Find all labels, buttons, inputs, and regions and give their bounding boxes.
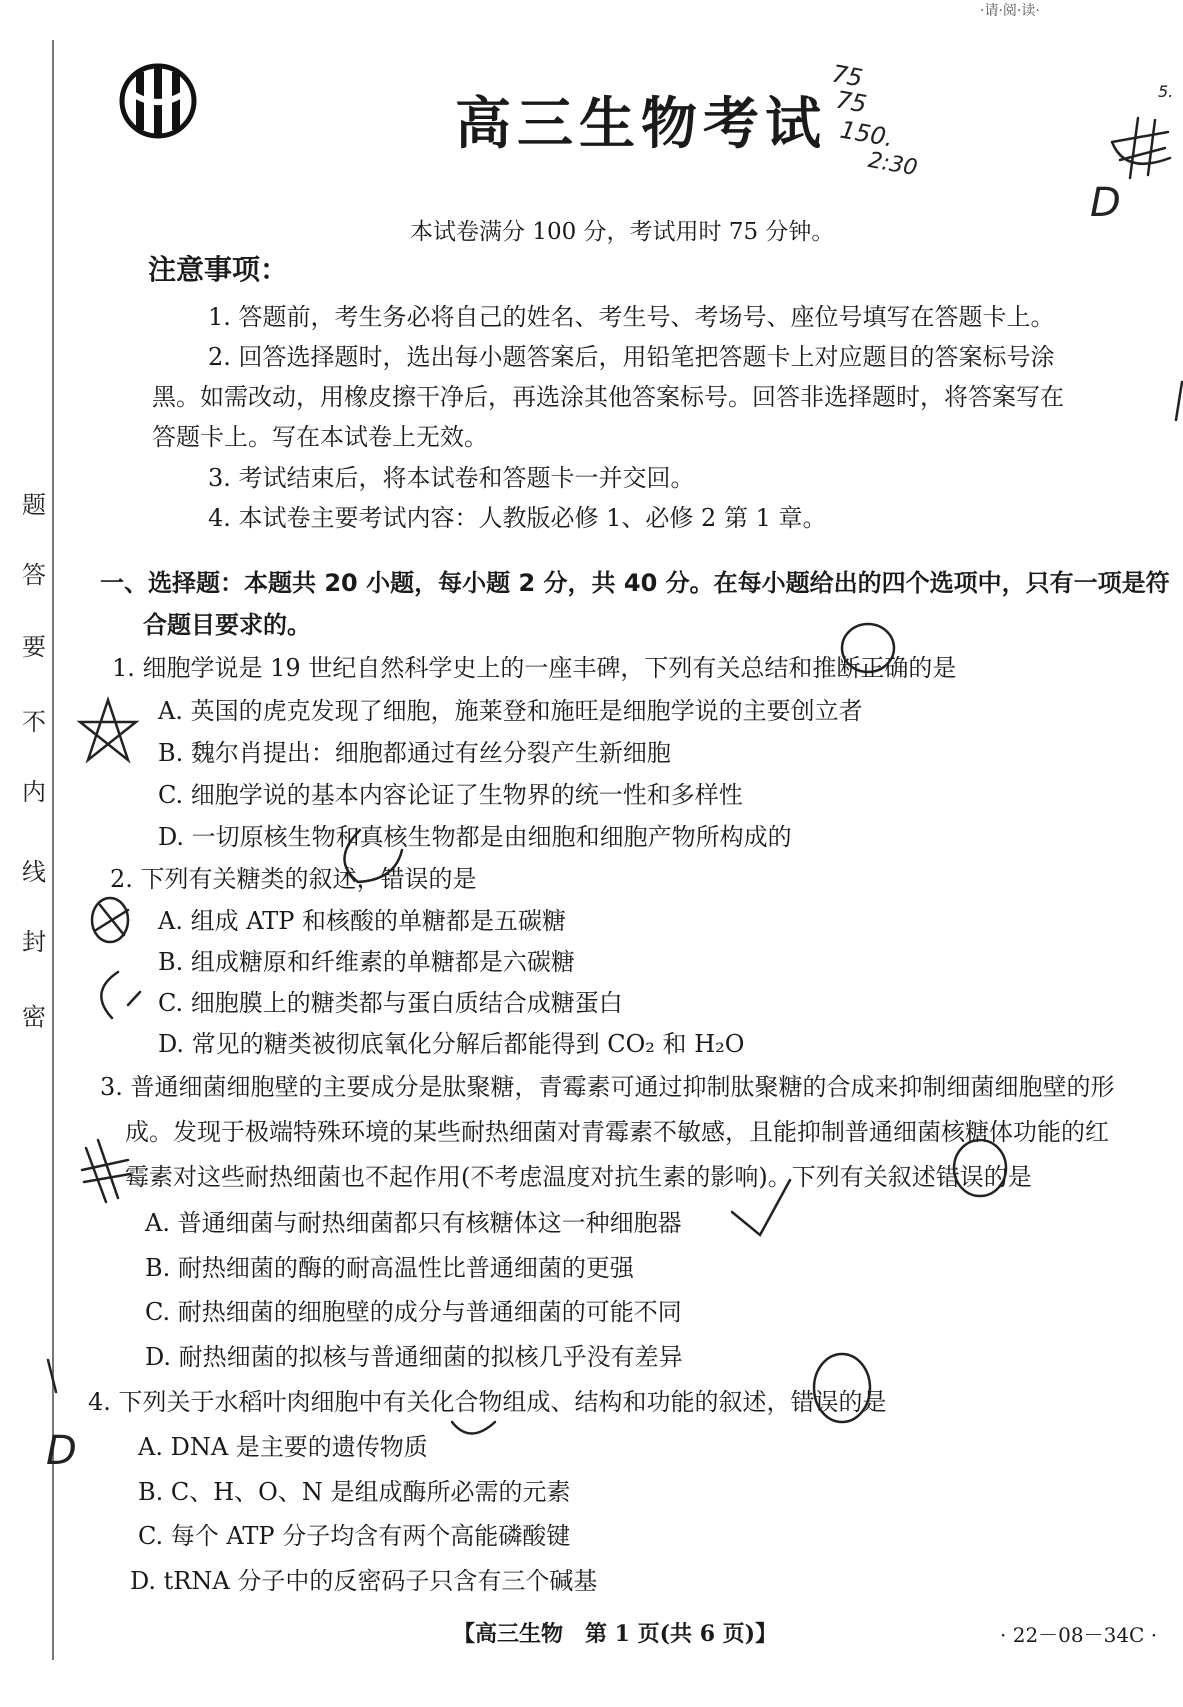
star-mark xyxy=(80,700,136,760)
c-mark xyxy=(101,972,118,1018)
exam-info: 本试卷满分 100 分，考试用时 75 分钟。 xyxy=(410,219,835,245)
question-stem: 1. 细胞学说是 19 世纪自然科学史上的一座丰碑，下列有关总结和推断正确的是 xyxy=(112,654,957,682)
option: C. 细胞学说的基本内容论证了生物界的统一性和多样性 xyxy=(158,781,743,809)
scribble-mark xyxy=(1112,118,1170,178)
question-stem: 2. 下列有关糖类的叙述，错误的是 xyxy=(110,865,477,893)
option: C. 每个 ATP 分子均含有两个高能磷酸键 xyxy=(138,1522,571,1550)
binding-char: 答 xyxy=(22,561,46,589)
binding-char: 不 xyxy=(22,708,46,736)
check-mark xyxy=(732,1180,790,1235)
paper-code: · 22－08－34C · xyxy=(1000,1623,1158,1647)
notice-line: 1. 答题前，考生务必将自己的姓名、考生号、考场号、座位号填写在答题卡上。 xyxy=(208,303,1055,331)
question-stem: 4. 下列关于水稻叶肉细胞中有关化合物组成、结构和功能的叙述，错误的是 xyxy=(88,1388,887,1416)
handwritten-answer: D xyxy=(1090,180,1121,226)
check-mark xyxy=(48,1360,56,1392)
handwritten-answer: D xyxy=(46,1428,77,1474)
cross-mark xyxy=(96,905,128,935)
option: D. 一切原核生物和真核生物都是由细胞和细胞产物所构成的 xyxy=(158,823,792,851)
binding-char: 题 xyxy=(22,491,46,519)
section-heading-cont: 合题目要求的。 xyxy=(143,611,311,639)
handwritten-score: 75 xyxy=(833,85,869,119)
handwritten-score: 2:30 xyxy=(866,147,920,182)
option: D. 耐热细菌的拟核与普通细菌的拟核几乎没有差异 xyxy=(145,1343,683,1371)
option: A. DNA 是主要的遗传物质 xyxy=(138,1433,428,1461)
option: B. C、H、O、N 是组成酶所必需的元素 xyxy=(138,1478,571,1506)
binding-char: 内 xyxy=(22,778,46,806)
binding-char: 封 xyxy=(22,928,46,956)
handwritten-score: 150. xyxy=(837,115,896,153)
notice-line: 2. 回答选择题时，选出每小题答案后，用铅笔把答题卡上对应题目的答案标号涂 xyxy=(208,343,1055,371)
question-stem: 3. 普通细菌细胞壁的主要成分是肽聚糖，青霉素可通过抑制肽聚糖的合成来抑制细菌细胞壁的形 xyxy=(100,1073,1115,1101)
circle-mark xyxy=(954,1140,1006,1196)
option: A. 组成 ATP 和核酸的单糖都是五碳糖 xyxy=(158,907,567,935)
binding-char: 要 xyxy=(22,633,46,661)
binding-char: 密 xyxy=(22,1003,46,1031)
option: B. 组成糖原和纤维素的单糖都是六碳糖 xyxy=(158,948,575,976)
handwritten-score: 75 xyxy=(829,59,865,93)
question-stem: 成。发现于极端特殊环境的某些耐热细菌对青霉素不敏感，且能抑制普通细菌核糖体功能的红 xyxy=(125,1118,1109,1146)
check-mark xyxy=(128,992,140,1005)
option: C. 细胞膜上的糖类都与蛋白质结合成糖蛋白 xyxy=(158,989,623,1017)
option: A. 英国的虎克发现了细胞，施莱登和施旺是细胞学说的主要创立者 xyxy=(158,697,863,725)
circle-mark xyxy=(344,830,402,882)
check-mark xyxy=(452,1422,495,1434)
circle-mark xyxy=(814,1354,870,1422)
notice-line: 黑。如需改动，用橡皮擦干净后，再选涂其他答案标号。回答非选择题时，将答案写在 xyxy=(152,383,1064,411)
scribble-mark xyxy=(82,1140,130,1202)
check-mark xyxy=(1176,382,1182,420)
option: B. 魏尔肖提出：细胞都通过有丝分裂产生新细胞 xyxy=(158,739,671,767)
option: D. tRNA 分子中的反密码子只含有三个碱基 xyxy=(130,1567,598,1595)
page-footer: 【高三生物 第 1 页(共 6 页)】 xyxy=(453,1621,778,1647)
notice-line: 4. 本试卷主要考试内容：人教版必修 1、必修 2 第 1 章。 xyxy=(208,504,827,532)
notice-heading: 注意事项： xyxy=(148,253,289,286)
notice-line: 3. 考试结束后，将本试卷和答题卡一并交回。 xyxy=(208,464,695,492)
handwritten-mark: 5. xyxy=(1158,82,1174,101)
option: D. 常见的糖类被彻底氧化分解后都能得到 CO₂ 和 H₂O xyxy=(158,1030,745,1058)
section-heading: 一、选择题：本题共 20 小题，每小题 2 分，共 40 分。在每小题给出的四个选项中，只有一项是符 xyxy=(100,569,1170,597)
question-stem: 霉素对这些耐热细菌也不起作用(不考虑温度对抗生素的影响)。下列有关叙述错误的是 xyxy=(125,1163,1032,1191)
option: B. 耐热细菌的酶的耐高温性比普通细菌的更强 xyxy=(145,1254,634,1282)
binding-char: 线 xyxy=(22,858,46,886)
option: C. 耐热细菌的细胞壁的成分与普通细菌的可能不同 xyxy=(145,1298,682,1326)
page-title: 高三生物考试 xyxy=(455,91,827,157)
circle-mark xyxy=(842,624,894,672)
notice-line: 答题卡上。写在本试卷上无效。 xyxy=(152,423,488,451)
option: A. 普通细菌与耐热细菌都只有核糖体这一种细胞器 xyxy=(145,1209,682,1237)
top-right-fragment: ·请·阅·读· xyxy=(980,3,1040,19)
